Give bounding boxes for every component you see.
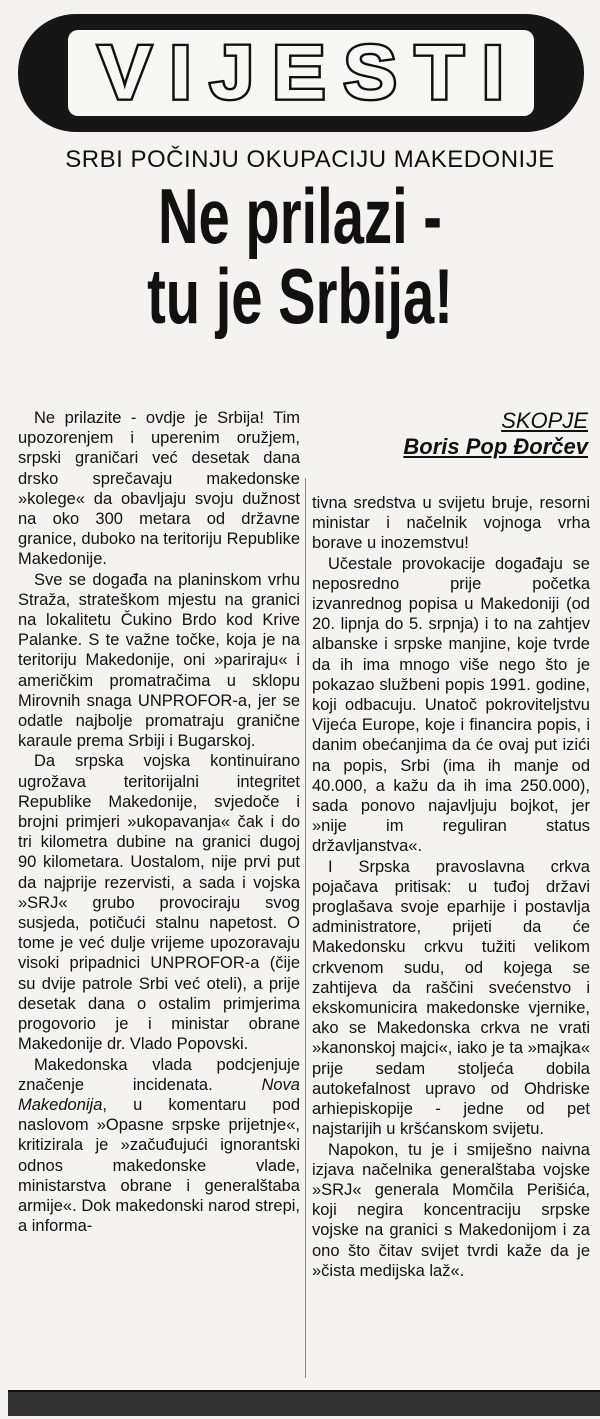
paragraph-continued: tivna sredstva u svijetu bruje, resorni ministar i načelnik vojnoga vrha borave u inozemstvu! [312, 494, 590, 553]
paragraph-text: Makedonska vlada podcjenjuje značenje incidenata. [18, 1055, 300, 1094]
headline-line-2: tu je Srbija! [147, 252, 453, 340]
masthead-title: VIJESTI [98, 30, 522, 115]
paragraph: Napokon, tu je i smiješno naivna izjava načelnika generalštaba vojske »SRJ« generala Momčila Perišića, koji negira koncentraciju srpske vojske na granici s Makedonijom i za ono što čitav svijet tvrdi kaže da je »čista medijska laž«. [312, 1140, 590, 1280]
next-article-edge [8, 1390, 600, 1416]
masthead-inner [68, 30, 534, 116]
article-column-right [312, 493, 590, 1281]
paragraph: Učestale provokacije događaju se neposredno prije početka izvanrednog popisa u Makedoniji (od 20. lipnja do 5. srpnja) i to na zahtjev albanske i srpske manjine, koje tvrde da ih ima mnogo više nego što je pokazao službeni popis 1991. godine, koji odbacuju. Unatoč pokroviteljstvu Vijeća Europe, koje i financira popis, i danim obećanjima da će ovaj put izići na popis, Srbi (ima ih manje od 40.000, a kažu da ih ima 250.000), sada ponovo najavljuju bojkot, jer »nije im reguliran status državljanstva«. [312, 554, 590, 856]
column-divider [305, 478, 306, 1378]
paragraph: Sve se događa na planinskom vrhu Straža, strateškom mjestu na granici na lokalitetu Čukino Brdo kod Krive Palanke. S te važne točke, koja je na teritoriju Makedonije, oni »pariraju« i američkim promatračima u sklopu Mirovnih snaga UNPROFOR-a, jer se odatle najbolje promatraju granične karaule prema Srbiji i Bugarskoj. [18, 570, 300, 751]
paragraph: I Srpska pravoslavna crkva pojačava pritisak: u tuđoj državi proglašava svoje eparhije i postavlja administratore, prijeti da će Makedonsku crkvu tužiti velikom crkvenom sudu, od kojega se zahtijeva da raščini svećenstvo i ekskomunicira makedonske vjernike, ako se Makedonska crkva ne vrati »kanonskoj majci«, iako je ta »majka« prije sedam stoljeća dobila autokefalnost upravo od Ohdriske arhiepiskopije - jedne od pet najstarijih u kršćanskom svijetu. [312, 857, 590, 1139]
byline [403, 408, 588, 460]
headline-line-1: Ne prilazi - [158, 172, 442, 260]
author-name: Boris Pop Đorčev [403, 434, 588, 459]
article-column-left [18, 408, 300, 1236]
article-kicker: SRBI POČINJU OKUPACIJU MAKEDONIJE [65, 146, 555, 173]
paragraph: Ne prilazite - ovdje je Srbija! Tim upozorenjem i uperenim oružjem, srpski graničari već desetak dana drsko sprečavaju makedonske »kolege« da obavljaju svoju dužnost na oko 300 metara od državne granice, duboko na teritoriju Republike Makedonije. [18, 409, 300, 569]
masthead-banner [18, 14, 584, 132]
newspaper-name: Nova Makedonija [18, 1075, 300, 1114]
paragraph-text: , u komentaru pod naslovom »Opasne srpske prijetnje«, kritizirala je »začuđujući ignorantski odnos makedonske vlade, ministarstva obrane i generalštaba armije«. Dok makedonski narod strepi, a informa- [18, 1095, 300, 1236]
dateline-location: SKOPJE [501, 408, 588, 433]
article-headline [84, 172, 516, 340]
paragraph [18, 1055, 300, 1237]
paragraph: Da srpska vojska kontinuirano ugrožava teritorijalni integritet Republike Makedonije, svjedoče i brojni primjeri »ukopavanja« čak i do tri kilometra dubine na granici dugoj 90 kilometara. Uostalom, nije prvi put da najprije rezervisti, a sada i vojska »SRJ« grubo provociraju svog susjeda, potičući stalnu napetost. O tome je već dulje vrijeme upozoravaju visoki pripadnici UNPROFOR-a (čije su dvije patrole Srbi već oteli), a prije desetak dana o ostalim primjerima progovorio je i ministar obrane Makedonije dr. Vlado Popovski. [18, 752, 300, 1054]
